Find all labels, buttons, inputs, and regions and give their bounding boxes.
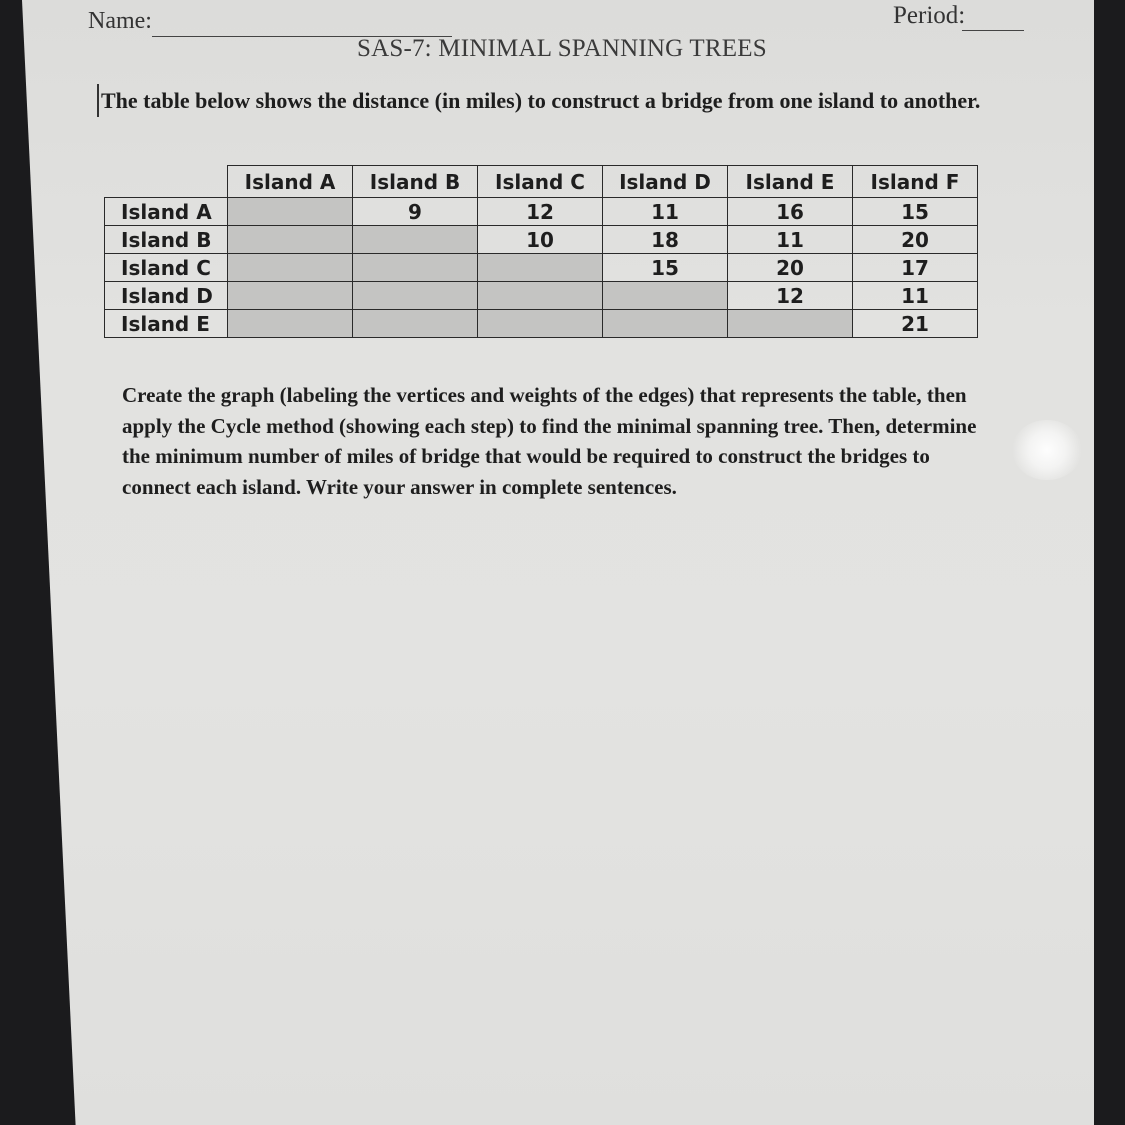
table-row <box>105 226 978 254</box>
column-header: Island E <box>728 166 853 198</box>
table-cell: 20 <box>728 254 853 282</box>
table-cell <box>603 282 728 310</box>
instructions-paragraph: Create the graph (labeling the vertices and weights of the edges) that represents the table, then apply the Cycle method (showing each step) to find the minimal spanning tree. Then, determine the minimum number of miles of bridge that would be required to construct the bridges to connect each island. Write your answer in complete sentences. <box>122 383 977 499</box>
table-cell: 18 <box>603 226 728 254</box>
name-label: Name: <box>88 8 152 34</box>
table-cell <box>353 310 478 338</box>
table-row <box>105 282 978 310</box>
table-cell: 11 <box>728 226 853 254</box>
table-cell <box>228 254 353 282</box>
table-row <box>105 198 978 226</box>
row-header: Island C <box>105 254 228 282</box>
intro-paragraph: The table below shows the distance (in miles) to construct a bridge from one island to another. <box>97 84 981 117</box>
table-cell <box>478 254 603 282</box>
column-header: Island A <box>228 166 353 198</box>
table-cell <box>353 282 478 310</box>
table-cell: 11 <box>603 198 728 226</box>
table-cell: 16 <box>728 198 853 226</box>
table-cell <box>478 282 603 310</box>
table-cell: 11 <box>853 282 978 310</box>
worksheet-title: SAS-7: MINIMAL SPANNING TREES <box>357 35 767 62</box>
table-cell: 17 <box>853 254 978 282</box>
table-cell: 15 <box>603 254 728 282</box>
table-cell <box>353 254 478 282</box>
row-header: Island E <box>105 310 228 338</box>
table-cell: 10 <box>478 226 603 254</box>
table-cell: 12 <box>478 198 603 226</box>
table-header-row <box>105 166 978 198</box>
table-cell <box>228 310 353 338</box>
table-cell <box>728 310 853 338</box>
column-header: Island B <box>353 166 478 198</box>
table-cell <box>228 226 353 254</box>
table-row <box>105 254 978 282</box>
column-header: Island C <box>478 166 603 198</box>
column-header: Island D <box>603 166 728 198</box>
row-header: Island B <box>105 226 228 254</box>
table-cell: 9 <box>353 198 478 226</box>
table-cell <box>228 198 353 226</box>
table-corner <box>105 166 228 198</box>
table-cell: 20 <box>853 226 978 254</box>
table-row <box>105 310 978 338</box>
period-blank <box>962 30 1024 31</box>
row-header: Island D <box>105 282 228 310</box>
table-cell: 12 <box>728 282 853 310</box>
table-cell <box>228 282 353 310</box>
table-cell <box>478 310 603 338</box>
light-glare <box>1012 420 1082 480</box>
row-header: Island A <box>105 198 228 226</box>
distance-table <box>104 165 978 338</box>
table-cell <box>603 310 728 338</box>
table-cell: 21 <box>853 310 978 338</box>
table-cell <box>353 226 478 254</box>
period-label: Period: <box>893 2 966 29</box>
column-header: Island F <box>853 166 978 198</box>
table-cell: 15 <box>853 198 978 226</box>
